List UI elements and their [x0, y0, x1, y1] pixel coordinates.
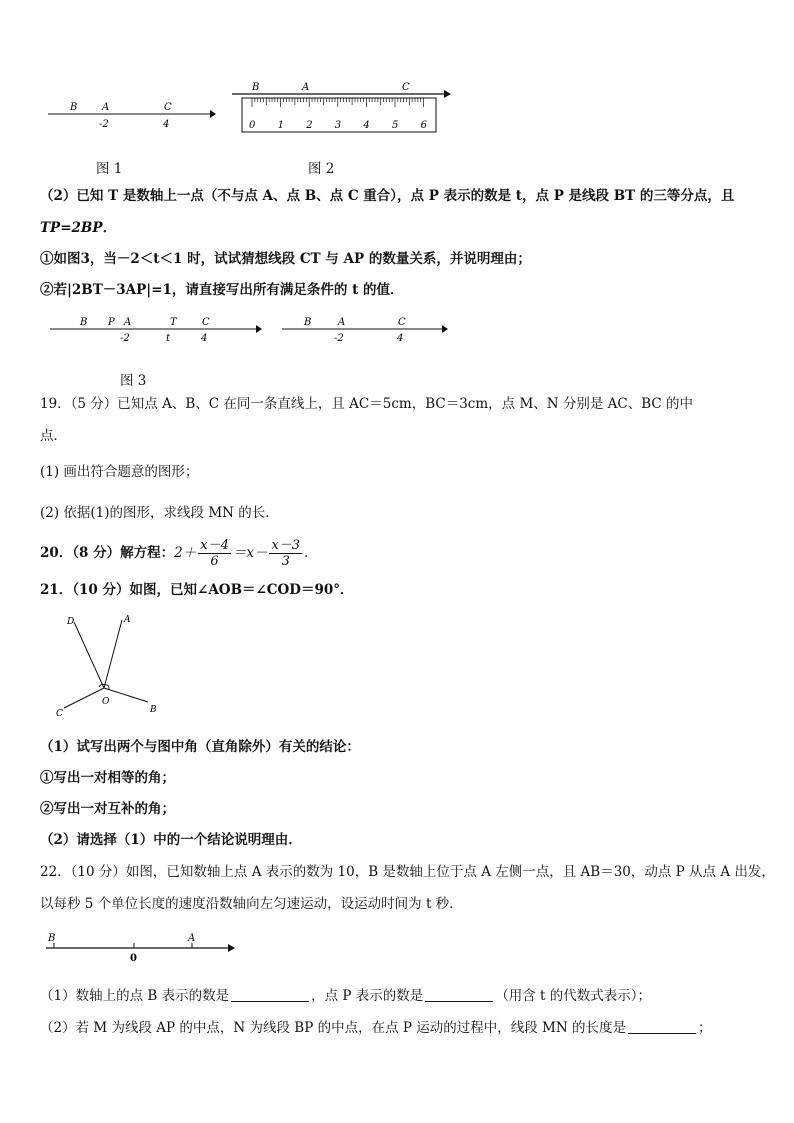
q18-part1: ①如图3，当－2＜t＜1 时，试试猜想线段 CT 与 AP 的数量关系，并说明理由；	[40, 251, 531, 267]
q22-sub1	[40, 986, 651, 1006]
ruler-numbers	[249, 120, 428, 131]
q22-sub2-part-b: ；	[697, 1020, 712, 1036]
fig3-right-label-B: B	[304, 317, 312, 328]
q20-lhs: 2＋	[174, 545, 197, 561]
q20-equation	[40, 536, 318, 570]
ruler-number-2: 2	[306, 120, 313, 131]
q21-sub1: （1）试写出两个与图中角（直角除外）有关的结论：	[40, 739, 360, 755]
q21-line1: 21．（10 分）如图，已知∠AOB＝∠COD＝90°．	[40, 582, 354, 598]
fig1-label-B: B	[70, 102, 78, 113]
q22-sub1-part-c: （用含 t 的代数式表示）；	[495, 988, 652, 1004]
q22-sub1-part-a: （1）数轴上的点 B 表示的数是	[40, 988, 230, 1004]
fig3-left-label-B: B	[80, 317, 88, 328]
fig2-label-C: C	[402, 82, 410, 93]
q18-intro-line2: TP=2BP．	[40, 220, 116, 236]
q19-line2: 点．	[40, 428, 67, 444]
figure-3-left-number-line	[48, 313, 268, 349]
ruler-number-6: 6	[420, 120, 427, 131]
fig1-label-C: C	[164, 102, 172, 113]
fig2-label-A: A	[302, 82, 310, 93]
q22-blank-B[interactable]	[231, 987, 309, 1002]
fig3-left-label-T: T	[170, 317, 177, 328]
ruler-number-1: 1	[277, 120, 284, 131]
fig3-right-value-C: 4	[397, 333, 404, 344]
q18-intro-line1: （2）已知 T 是数轴上一点（不与点 A、点 B、点 C 重合），点 P 表示的数是 t，点 P 是线段 BT 的三等分点，且	[40, 188, 735, 204]
q22-blank-P[interactable]	[425, 987, 493, 1002]
fig3-right-label-A: A	[338, 317, 346, 328]
q21-sub2: （2）请选择（1）中的一个结论说明理由．	[40, 832, 302, 848]
q20-frac1-numerator: x－4	[200, 538, 229, 553]
q20-frac1-denominator: 6	[210, 554, 219, 569]
fig3-left-value-C: 4	[201, 333, 208, 344]
figure-3-right-number-line	[280, 313, 460, 349]
q20-frac2-denominator: 3	[281, 554, 290, 569]
figure-1-number-line	[40, 92, 220, 137]
q22-number-line	[40, 928, 240, 968]
q22-sub1-part-b: ，点 P 表示的数是	[311, 988, 424, 1004]
q20-frac2-numerator: x－3	[271, 538, 301, 553]
q22-label-O: 0	[130, 953, 137, 964]
q19-sub1: (1) 画出符合题意的图形；	[40, 464, 199, 480]
q20-end: ．	[304, 545, 318, 561]
q21-angle-figure	[52, 610, 172, 720]
figure-2-ruler	[228, 78, 458, 138]
fig1-value-A: -2	[99, 119, 109, 130]
q22-label-A: A	[188, 933, 196, 944]
q21-label-B: B	[150, 705, 157, 715]
ruler-number-3: 3	[334, 120, 342, 131]
q22-line1: 22．（10 分）如图，已知数轴上点 A 表示的数为 10，B 是数轴上位于点 A 左侧一点，且 AB＝30，动点 P 从点 A 出发，	[40, 864, 775, 880]
q20-prefix: 20．（8 分）解方程：	[40, 545, 175, 561]
ruler-ticks	[252, 98, 424, 107]
fig3-left-value-A: -2	[120, 333, 130, 344]
q22-label-B: B	[48, 933, 56, 944]
fig1-label-A: A	[102, 102, 110, 113]
fig3-left-label-A: A	[124, 317, 132, 328]
q20-fraction-2	[269, 538, 302, 569]
fig2-label-B: B	[252, 82, 260, 93]
fig2-caption: 图 2	[308, 161, 335, 177]
q22-sub2	[40, 1018, 711, 1038]
q22-line2: 以每秒 5 个单位长度的速度沿数轴向左匀速运动，设运动时间为 t 秒．	[40, 896, 463, 912]
fig3-caption: 图 3	[120, 373, 147, 389]
q21-sub1a: ①写出一对相等的角；	[40, 770, 175, 786]
fig3-left-label-C: C	[202, 317, 210, 328]
q19-sub2: (2) 依据(1)的图形，求线段 MN 的长．	[40, 505, 279, 521]
fig1-caption: 图 1	[96, 161, 123, 177]
fig3-right-label-C: C	[398, 317, 406, 328]
q22-sub2-part-a: （2）若 M 为线段 AP 的中点，N 为线段 BP 的中点，在点 P 运动的过程中，线段 MN 的长度是	[40, 1020, 626, 1036]
q20-mid: ＝x－	[232, 545, 268, 561]
q21-label-C: C	[56, 709, 63, 719]
q21-label-O: O	[102, 697, 110, 707]
fig3-left-label-P: P	[108, 317, 115, 328]
q21-label-A: A	[124, 615, 131, 625]
ruler-number-5: 5	[392, 120, 399, 131]
q18-part2: ②若|2BT－3AP|=1，请直接写出所有满足条件的 t 的值．	[40, 282, 404, 298]
q22-blank-MN[interactable]	[628, 1019, 696, 1034]
fig3-right-value-A: -2	[334, 333, 344, 344]
q20-fraction-1	[198, 538, 231, 569]
ruler-number-4: 4	[363, 120, 370, 131]
q21-label-D: D	[67, 617, 75, 627]
q21-sub1b: ②写出一对互补的角；	[40, 801, 175, 817]
q19-line1: 19．（5 分）已知点 A、B、C 在同一条直线上，且 AC＝5cm，BC＝3cm，点 M、N 分别是 AC、BC 的中	[40, 396, 694, 412]
fig3-left-value-T: t	[166, 333, 171, 344]
ruler-number-0: 0	[249, 120, 256, 131]
fig1-value-C: 4	[163, 119, 170, 130]
